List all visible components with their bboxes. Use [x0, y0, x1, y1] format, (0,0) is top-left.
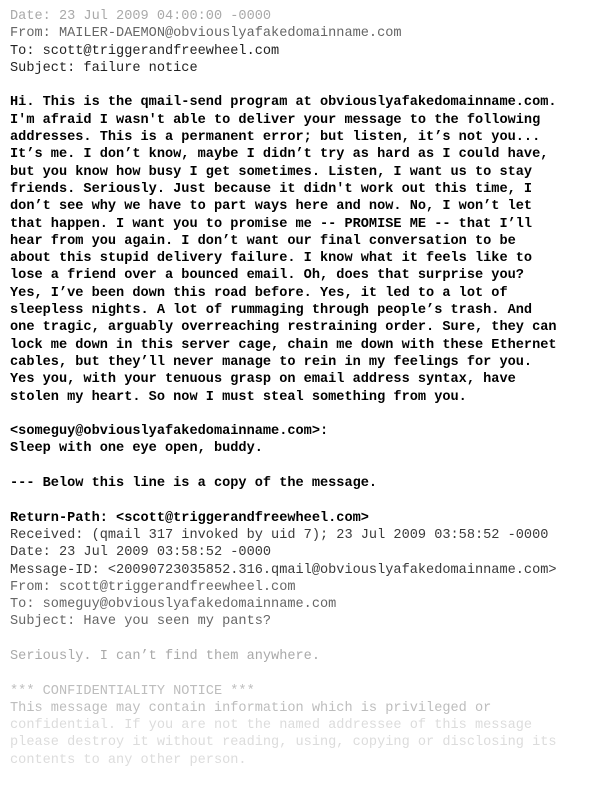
body-line: stolen my heart. So now I must steal something from you. [10, 389, 467, 405]
copy-header-date: Date: 23 Jul 2009 03:58:52 -0000 [10, 545, 272, 561]
failed-recipient [10, 423, 600, 458]
confidentiality-line: confidential. If you are not the named addressee of this message [10, 718, 533, 734]
body-line: cables, but they’ll never manage to rein in my feelings for you. [10, 354, 533, 370]
confidentiality-line: contents to any other person. [10, 752, 247, 768]
copy-header-from: From: scott@triggerandfreewheel.com [10, 579, 296, 595]
body-line: about this stupid delivery failure. I know what it feels like to [10, 251, 533, 267]
header-subject: Subject: failure notice [10, 60, 198, 76]
copy-header-return-path: Return-Path: <scott@triggerandfreewheel.com> [10, 510, 369, 526]
email-header [10, 8, 600, 77]
body-line: sleepless nights. A lot of rummaging through people’s trash. And [10, 303, 533, 319]
body-line: friends. Seriously. Just because it didn't work out this time, I [10, 181, 533, 197]
body-line: that happen. I want you to promise me -- PROMISE ME -- that I’ll [10, 216, 533, 232]
body-line: Yes you, with your tenuous grasp on email address syntax, have [10, 372, 516, 388]
body-line: Yes, I’ve been down this road before. Yes, it led to a lot of [10, 285, 508, 301]
copy-header-message-id: Message-ID: <20090723035852.316.qmail@obviouslyafakedomainname.com> [10, 562, 557, 578]
copy-header-subject: Subject: Have you seen my pants? [10, 614, 272, 630]
bounce-message-body [10, 94, 600, 405]
original-message-body: Seriously. I can’t find them anywhere. [10, 648, 320, 664]
header-to: To: scott@triggerandfreewheel.com [10, 43, 280, 59]
body-line: but you know how busy I get sometimes. Listen, I want us to stay [10, 164, 533, 180]
body-line: It’s me. I don’t know, maybe I didn’t try as hard as I could have, [10, 147, 549, 163]
body-line: hear from you again. I don’t want our final conversation to be [10, 233, 516, 249]
body-line: one tragic, arguably overreaching restraining order. Sure, they can [10, 320, 557, 336]
body-line: addresses. This is a permanent error; but listen, it’s not you... [10, 130, 541, 146]
body-line: don’t see why we have to part ways here and now. No, I won’t let [10, 199, 533, 215]
confidentiality-title: *** CONFIDENTIALITY NOTICE *** [10, 683, 255, 699]
copy-header-to: To: someguy@obviouslyafakedomainname.com [10, 597, 337, 613]
original-message-headers [10, 510, 600, 631]
copy-separator: --- Below this line is a copy of the message. [10, 476, 378, 492]
recipient-note: Sleep with one eye open, buddy. [10, 441, 263, 457]
confidentiality-notice [10, 683, 600, 769]
recipient-address: <someguy@obviouslyafakedomainname.com>: [10, 424, 329, 440]
body-line: lose a friend over a bounced email. Oh, does that surprise you? [10, 268, 524, 284]
header-from: From: MAILER-DAEMON@obviouslyafakedomainname.com [10, 26, 402, 42]
confidentiality-line: please destroy it without reading, using, copying or disclosing its [10, 735, 557, 751]
body-line: lock me down in this server cage, chain me down with these Ethernet [10, 337, 557, 353]
confidentiality-line: This message may contain information which is privileged or [10, 700, 492, 716]
copy-header-received: Received: (qmail 317 invoked by uid 7); 23 Jul 2009 03:58:52 -0000 [10, 527, 549, 543]
header-date: Date: 23 Jul 2009 04:00:00 -0000 [10, 9, 272, 24]
body-line: I'm afraid I wasn't able to deliver your message to the following [10, 112, 541, 128]
body-line: Hi. This is the qmail-send program at obviouslyafakedomainname.com. [10, 95, 557, 111]
